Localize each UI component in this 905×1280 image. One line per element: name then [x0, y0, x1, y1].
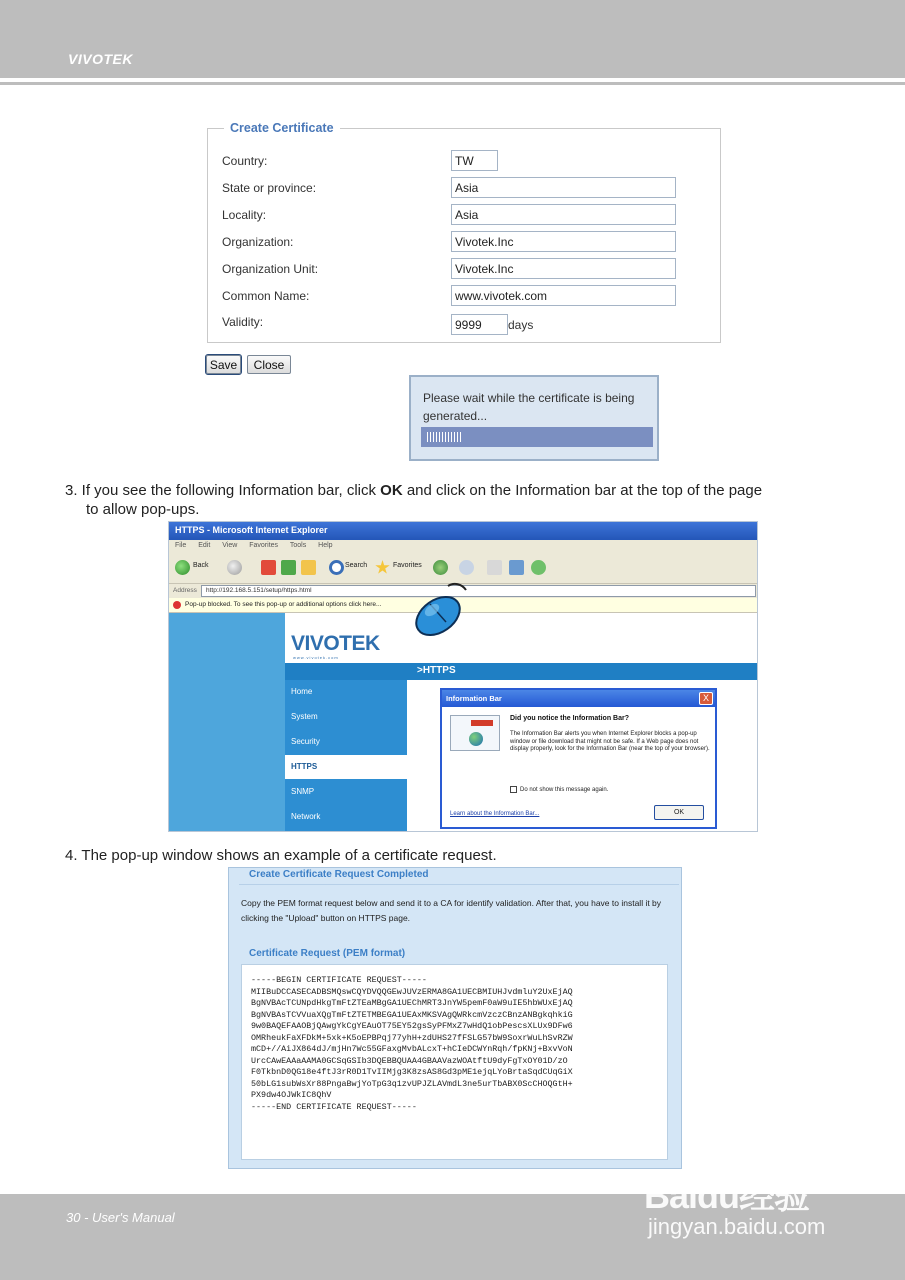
create-certificate-legend: Create Certificate — [224, 121, 340, 135]
mouse-icon — [410, 580, 480, 640]
information-bar-text: Pop-up blocked. To see this pop-up or additional options click here... — [185, 601, 382, 608]
dialog-title: Information Bar — [442, 690, 715, 707]
dont-show-label: Do not show this message again. — [520, 787, 609, 794]
vivotek-logo-url: www.vivotek.com — [293, 655, 339, 660]
dialog-body — [442, 707, 715, 827]
locality-field[interactable] — [451, 204, 676, 225]
common-name-field[interactable] — [451, 285, 676, 306]
stop-icon[interactable] — [261, 560, 276, 575]
https-section-bar: >HTTPS — [285, 663, 758, 680]
favorites-label[interactable]: Favorites — [393, 562, 422, 569]
country-label: Country: — [222, 154, 268, 168]
progress-ticks — [427, 432, 463, 442]
validity-field[interactable] — [451, 314, 508, 335]
address-label: Address — [173, 587, 197, 594]
watermark-brand: Baidu经验 — [644, 1175, 810, 1216]
blocked-icon — [173, 601, 181, 609]
sidebar-item-snmp[interactable]: SNMP — [291, 787, 315, 796]
save-button[interactable]: Save — [206, 355, 241, 374]
menu-favorites[interactable]: Favorites — [249, 542, 279, 549]
learn-more-link[interactable]: Learn about the Information Bar... — [450, 811, 540, 817]
dialog-ok-button[interactable]: OK — [654, 805, 704, 820]
dialog-close-icon[interactable]: X — [699, 692, 713, 705]
sidebar-item-network[interactable]: Network — [291, 812, 321, 821]
common-name-label: Common Name: — [222, 289, 310, 303]
print-icon[interactable] — [487, 560, 502, 575]
validity-unit: days — [508, 318, 534, 332]
brand-name: VIVOTEK — [68, 51, 133, 67]
menu-help[interactable]: Help — [318, 542, 333, 549]
watermark-url: jingyan.baidu.com — [648, 1214, 826, 1239]
certificate-request-panel — [228, 867, 682, 1169]
organization-unit-label: Organization Unit: — [222, 262, 319, 276]
state-label: State or province: — [222, 181, 317, 195]
media-icon[interactable] — [433, 560, 448, 575]
sidebar-item-home[interactable]: Home — [291, 687, 313, 696]
country-field[interactable] — [451, 150, 498, 171]
dont-show-checkbox[interactable] — [510, 786, 608, 793]
organization-unit-field[interactable] — [451, 258, 676, 279]
search-label[interactable]: Search — [345, 562, 368, 569]
ie-menu-bar — [169, 540, 758, 554]
page-number: 30 - User's Manual — [66, 1210, 175, 1225]
step-3-prefix: 3. If you see the following Information bar, click — [65, 482, 381, 499]
pem-heading: Certificate Request (PEM format) — [249, 948, 406, 959]
sidebar-item-system[interactable]: System — [291, 712, 318, 721]
sidebar-item-https[interactable]: HTTPS — [285, 755, 407, 779]
state-field[interactable] — [451, 177, 676, 198]
step-3-line2: to allow pop-ups. — [86, 501, 200, 518]
messenger-icon[interactable] — [531, 560, 546, 575]
pem-textarea[interactable]: -----BEGIN CERTIFICATE REQUEST----- MIIBuDCCASECADBSMQswCQYDVQQGEwJUVzERMA8GA1UECBMIUHJvdmluY2UxEjAQ BgNVBAcTCUNpdHkgTmFtZTEaMBgGA1UEChMRT3JnYW5pemF0aW9uIE5hbWUxEjAQ BgNVBAsTCVVuaXQgTmFtZTETMBEGA1UEAxMKSVAgQWRkcmVzczCBnzANBgkqhkiG 9w0BAQEFAAOBjQAwgYkCgYEAuOT75EY52gsSyPFMxZ7wHdQ1obPescsXLUx9DFw6 OMRheukFaXFDkM+5xk+K5oEPBPqj77yhH+zdUHS27fFSLG57bW9SoxrWuLhSvRZW mCD+//AiJX864dJ/mjHn7Wc55GFaxgMvbALcxT+hCIeDCWYnRqh/fpKNj+BxvVoN UrcCAwEAAaAAMA0GCSqGSIb3DQEBBQUAA4GBAAVazWOAtftU9dyFgTxOY01D/zO F0TkbnD0QG18e4ftJ3rR0D1TvIIMjg3K8zsAS8Gd3pME1ejqLYoBrtaSqdCUqGiX 50bLG1subWsXr88PngaBwjYoTpG3q1zvUPJZLAVmdL3ne5urTbABX0ScCHOQGtH+ PX9dw4OJWkIC8QhV -----END CERTIFICATE REQUEST----- — [241, 964, 668, 1160]
cert-request-description: Copy the PEM format request below and send it to a CA for identify validation. After that, you have to install it by clicking the "Upload" button on HTTPS page. — [241, 898, 662, 923]
organization-field[interactable] — [451, 231, 676, 252]
dialog-heading: Did you notice the Information Bar? — [510, 715, 630, 722]
menu-tools[interactable]: Tools — [289, 542, 307, 549]
sidebar-item-security[interactable]: Security — [291, 737, 320, 746]
step-3-suffix: and click on the Information bar at the top of the page — [402, 482, 763, 499]
browser-illustration-icon — [450, 715, 500, 751]
home-icon[interactable] — [301, 560, 316, 575]
vivotek-logo: VIVOTEK — [291, 632, 380, 655]
globe-icon — [469, 732, 483, 746]
validity-label: Validity: — [222, 315, 264, 329]
edit-icon[interactable] — [509, 560, 524, 575]
information-bar-dialog — [440, 688, 717, 829]
refresh-icon[interactable] — [281, 560, 296, 575]
red-arrow-icon — [471, 720, 493, 726]
generating-progress-bar — [421, 427, 653, 447]
favorites-icon[interactable] — [375, 560, 390, 575]
back-icon[interactable] — [175, 560, 190, 575]
dialog-message: The Information Bar alerts you when Internet Explorer blocks a pop-up window or file download that might not be safe. If a Web page does not display properly, look for the Information Bar (near the top of your browser). — [510, 731, 710, 752]
generating-message: Please wait while the certificate is being generated... — [423, 391, 635, 423]
checkbox-icon[interactable] — [510, 786, 517, 793]
mail-icon[interactable] — [459, 560, 474, 575]
header-rule — [0, 82, 905, 85]
menu-file[interactable]: File — [175, 542, 187, 549]
close-button[interactable]: Close — [247, 355, 291, 374]
locality-label: Locality: — [222, 208, 267, 222]
header-band — [0, 0, 905, 78]
step-4-text: 4. The pop-up window shows an example of a certificate request. — [65, 847, 497, 864]
generating-popup — [409, 375, 659, 461]
step-3-text — [65, 481, 762, 500]
step-3-ok: OK — [380, 482, 403, 499]
back-label[interactable]: Back — [193, 562, 209, 569]
menu-edit[interactable]: Edit — [198, 542, 211, 549]
menu-view[interactable]: View — [222, 542, 238, 549]
address-input[interactable]: http://192.168.5.151/setup/https.html — [201, 585, 756, 597]
forward-icon[interactable] — [227, 560, 242, 575]
organization-label: Organization: — [222, 235, 294, 249]
search-icon[interactable] — [329, 560, 344, 575]
cert-request-heading: Create Certificate Request Completed — [239, 868, 679, 885]
ie-title-bar: HTTPS - Microsoft Internet Explorer — [169, 522, 758, 540]
ie-screenshot — [168, 521, 758, 832]
